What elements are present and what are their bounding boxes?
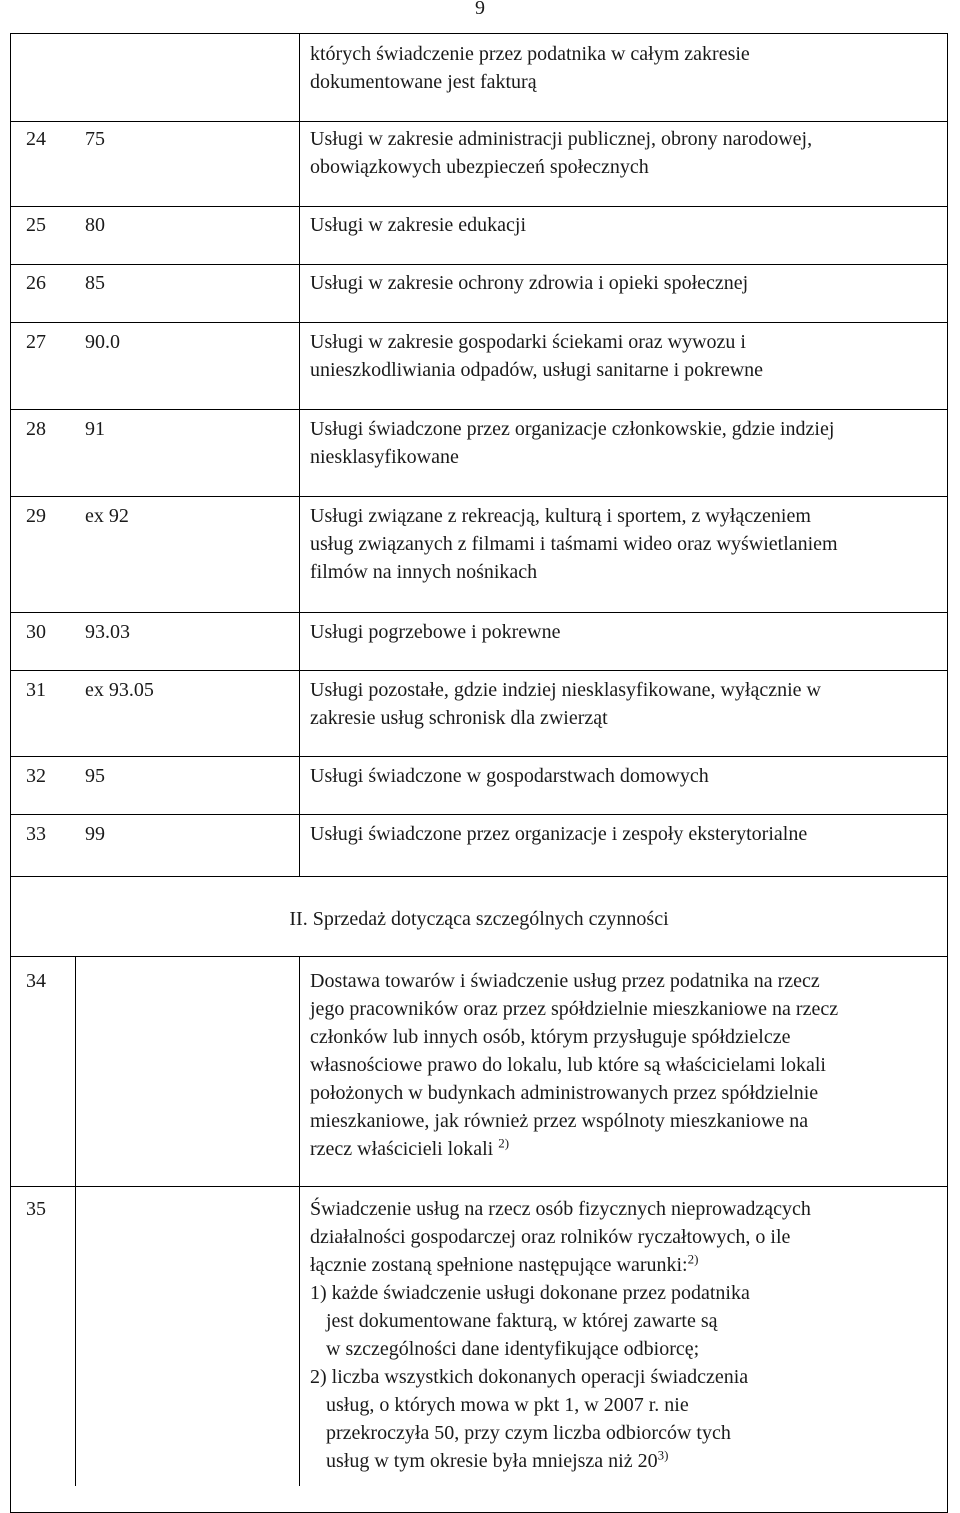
column-divider [75,956,76,1486]
row-number: 28 [26,418,46,440]
row-description [310,211,935,239]
section-heading: II. Sprzedaż dotycząca szczególnych czynności [289,908,669,930]
footnote-marker: 3) [657,1447,669,1463]
text-line: obowiązkowych ubezpieczeń społecznych [310,156,649,178]
row-number: 27 [26,331,46,353]
list-item: 1) każde świadczenie usługi dokonane przez podatnika [310,1282,750,1304]
row-code: 91 [85,418,105,440]
row-code: ex 93.05 [85,679,154,701]
row-number: 29 [26,505,46,527]
row-description [310,269,935,297]
table-frame [10,33,948,1513]
text-line: dokumentowane jest fakturą [310,71,537,93]
text-line: których świadczenie przez podatnika w całym zakresie [310,43,750,65]
text-line: Usługi związane z rekreacją, kulturą i sportem, z wyłączeniem [310,505,811,527]
text-line: Usługi w zakresie administracji publicznej, obrony narodowej, [310,128,813,150]
row-description [310,967,935,1163]
text-line: Usługi w zakresie edukacji [310,214,527,236]
row-number: 31 [26,679,46,701]
text-line: przekroczyła 50, przy czym liczba odbiorców tych [326,1422,731,1444]
text-line: Usługi świadczone przez organizacje i zespoły eksterytorialne [310,823,808,845]
page-number: 9 [475,0,485,19]
row-description [310,618,935,646]
text-line: własnościowe prawo do lokalu, lub które są właścicielami lokali [310,1054,826,1076]
row-divider [11,756,947,757]
text-line: łącznie zostaną spełnione następujące warunki:$^{2)}$ [310,1251,699,1276]
text-line: Świadczenie usług na rzecz osób fizycznych nieprowadzących [310,1198,811,1220]
row-code: 93.03 [85,621,130,643]
text-line: mieszkaniowe, jak również przez wspólnoty mieszkaniowe na [310,1110,809,1132]
row-number: 35 [26,1198,46,1220]
text-line: jego pracowników oraz przez spółdzielnie mieszkaniowe na rzecz [310,998,839,1020]
row-code: 80 [85,214,105,236]
list-item: 2) liczba wszystkich dokonanych operacji świadczenia [310,1366,749,1388]
row-number: 30 [26,621,46,643]
row-divider [11,612,947,613]
row-divider [11,670,947,671]
row-divider [11,814,947,815]
row-divider [11,409,947,410]
column-divider [299,34,300,876]
text-line: zakresie usług schronisk dla zwierząt [310,707,608,729]
text-line: usług, o których mowa w pkt 1, w 2007 r. nie [326,1394,689,1416]
text-line: Usługi świadczone przez organizacje członkowskie, gdzie indziej [310,418,835,440]
text-line: rzecz właścicieli lokali $^{2)}$ [310,1135,510,1160]
row-divider [11,264,947,265]
row-divider [11,956,947,957]
row-divider [11,206,947,207]
row-code: 75 [85,128,105,150]
text-line: Usługi w zakresie ochrony zdrowia i opieki społecznej [310,272,749,294]
row-description [310,1195,935,1475]
text-line: Usługi w zakresie gospodarki ściekami oraz wywozu i [310,331,746,353]
row-number: 34 [26,970,46,992]
text-line: działalności gospodarczej oraz rolników ryczałtowych, o ile [310,1226,791,1248]
row-description [310,415,935,471]
row-code: ex 92 [85,505,129,527]
row-divider [11,1186,947,1187]
text-line: położonych w budynkach administrowanych przez spółdzielnie [310,1082,819,1104]
row-description [310,762,935,790]
text-line: członków lub innych osób, którym przysługuje spółdzielcze [310,1026,791,1048]
row-code: 90.0 [85,331,120,353]
row-code: 99 [85,823,105,845]
text-line: usług związanych z filmami i taśmami wideo oraz wyświetlaniem [310,533,838,555]
row-description [310,328,935,384]
row-description [310,40,935,96]
text-line: Dostawa towarów i świadczenie usług przez podatnika na rzecz [310,970,820,992]
text-line: w szczególności dane identyfikujące odbiorcę; [326,1338,700,1360]
row-divider [11,121,947,122]
row-description [310,125,935,181]
text-line: unieszkodliwiania odpadów, usługi sanitarne i pokrewne [310,359,764,381]
row-divider [11,496,947,497]
text-line: Usługi pozostałe, gdzie indziej niesklasyfikowane, wyłącznie w [310,679,821,701]
text-line: usług w tym okresie była mniejsza niż 20$^{3)}$ [326,1447,669,1472]
row-number: 33 [26,823,46,845]
row-code: 85 [85,272,105,294]
row-number: 32 [26,765,46,787]
text-line: jest dokumentowane fakturą, w której zawarte są [326,1310,718,1332]
text-line: filmów na innych nośnikach [310,561,538,583]
footnote-marker: 2) [687,1251,699,1267]
text-line: Usługi pogrzebowe i pokrewne [310,621,561,643]
text-line: Usługi świadczone w gospodarstwach domowych [310,765,709,787]
row-number: 26 [26,272,46,294]
row-description [310,502,935,586]
row-number: 24 [26,128,46,150]
row-description [310,676,935,732]
row-description [310,820,935,848]
row-number: 25 [26,214,46,236]
row-divider [11,322,947,323]
column-divider [299,956,300,1486]
footnote-marker: 2) [498,1135,510,1151]
text-line: niesklasyfikowane [310,446,459,468]
row-divider [11,876,947,877]
row-code: 95 [85,765,105,787]
